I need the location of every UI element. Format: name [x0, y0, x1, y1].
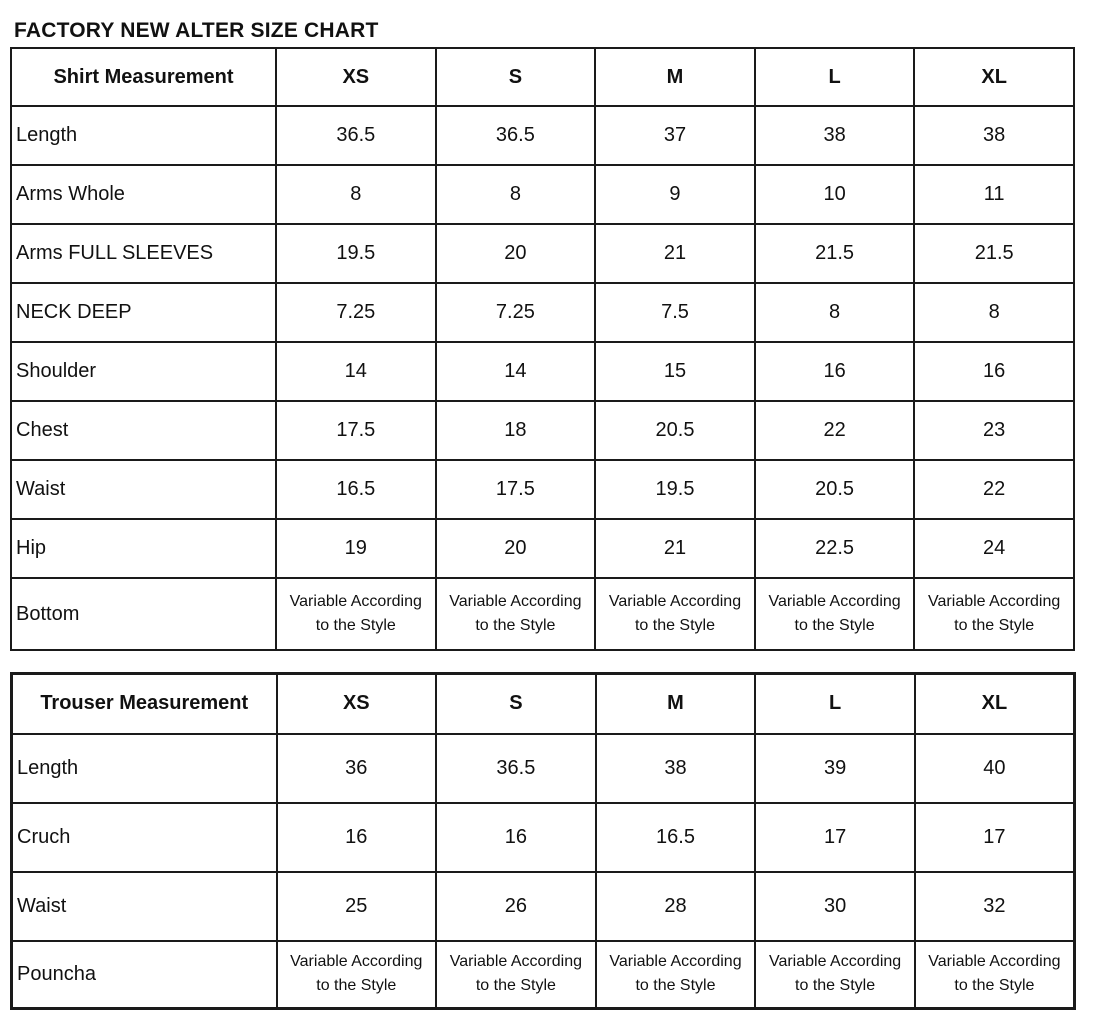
- table-cell: 7.25: [276, 283, 436, 342]
- table-cell: 14: [276, 342, 436, 401]
- table-cell: 19.5: [276, 224, 436, 283]
- cell-text-line: Variable According: [289, 593, 422, 610]
- table-row: [11, 224, 1074, 283]
- table-cell: 14: [436, 342, 596, 401]
- table-row: [11, 401, 1074, 460]
- row-label: Arms Whole: [11, 165, 276, 224]
- table-cell: 9: [595, 165, 755, 224]
- cell-text-line: Variable According: [290, 953, 423, 971]
- table-cell: 17: [755, 803, 915, 872]
- cell-text-line: to the Style: [475, 977, 556, 995]
- table-cell: 17.5: [276, 401, 436, 460]
- cell-text-line: to the Style: [635, 977, 716, 995]
- trouser-size-header: XL: [915, 674, 1075, 734]
- cell-text-line: Variable According: [449, 593, 582, 610]
- table-cell: [276, 578, 436, 650]
- table-cell: 23: [914, 401, 1074, 460]
- table-cell: [436, 941, 596, 1009]
- table-cell: 21.5: [755, 224, 915, 283]
- cell-text-line: to the Style: [315, 617, 396, 634]
- row-label: NECK DEEP: [11, 283, 276, 342]
- table-cell: 7.5: [595, 283, 755, 342]
- table-cell: 32: [915, 872, 1075, 941]
- row-label: Length: [12, 734, 277, 803]
- table-cell: 16: [914, 342, 1074, 401]
- cell-text-line: to the Style: [795, 977, 876, 995]
- table-cell: 36.5: [436, 106, 596, 165]
- cell-text-line: Variable According: [449, 953, 582, 971]
- cell-text-line: Variable According: [768, 593, 901, 610]
- cell-text-line: Variable According: [928, 593, 1061, 610]
- table-cell: 19: [276, 519, 436, 578]
- cell-text-line: to the Style: [794, 617, 875, 634]
- table-cell: 21: [595, 224, 755, 283]
- trouser-header-label: Trouser Measurement: [12, 674, 277, 734]
- table-cell: 37: [595, 106, 755, 165]
- row-label: Waist: [11, 460, 276, 519]
- table-cell: 18: [436, 401, 596, 460]
- table-cell: 8: [755, 283, 915, 342]
- row-label: Bottom: [11, 578, 276, 650]
- cell-text-line: Variable According: [608, 593, 742, 610]
- table-row: [11, 342, 1074, 401]
- cell-text-line: to the Style: [634, 617, 715, 634]
- table-row: [11, 519, 1074, 578]
- shirt-size-table: [10, 47, 1075, 651]
- table-cell: 40: [915, 734, 1075, 803]
- table-cell: [596, 941, 756, 1009]
- table-cell: 20: [436, 519, 596, 578]
- table-cell: 20.5: [595, 401, 755, 460]
- table-cell: 16: [436, 803, 596, 872]
- table-cell: 36: [277, 734, 437, 803]
- shirt-size-header: M: [595, 48, 755, 106]
- table-cell: 21.5: [914, 224, 1074, 283]
- table-cell: [277, 941, 437, 1009]
- trouser-size-table: [10, 672, 1076, 1010]
- table-cell: 28: [596, 872, 756, 941]
- row-label: Chest: [11, 401, 276, 460]
- table-row: [12, 941, 1075, 1009]
- row-label: Length: [11, 106, 276, 165]
- table-cell: 16.5: [276, 460, 436, 519]
- cell-text-line: Variable According: [928, 953, 1061, 971]
- table-cell: 20.5: [755, 460, 915, 519]
- cell-text-line: to the Style: [316, 977, 397, 995]
- table-cell: 36.5: [276, 106, 436, 165]
- table-cell: [755, 578, 915, 650]
- cell-text-line: to the Style: [954, 977, 1035, 995]
- table-cell: 22.5: [755, 519, 915, 578]
- trouser-size-header: XS: [277, 674, 437, 734]
- row-label: Pouncha: [12, 941, 277, 1009]
- cell-text-line: to the Style: [954, 617, 1035, 634]
- table-row: [11, 460, 1074, 519]
- table-cell: 20: [436, 224, 596, 283]
- table-cell: 36.5: [436, 734, 596, 803]
- table-cell: 10: [755, 165, 915, 224]
- trouser-size-header: S: [436, 674, 596, 734]
- table-cell: 22: [914, 460, 1074, 519]
- table-row: [11, 578, 1074, 650]
- table-cell: [914, 578, 1074, 650]
- table-cell: 15: [595, 342, 755, 401]
- table-cell: 17: [915, 803, 1075, 872]
- cell-text-line: to the Style: [475, 617, 556, 634]
- cell-text-line: Variable According: [768, 953, 902, 971]
- shirt-header-row: [11, 48, 1074, 106]
- table-cell: 16: [755, 342, 915, 401]
- row-label: Cruch: [12, 803, 277, 872]
- table-cell: 8: [914, 283, 1074, 342]
- table-cell: 39: [755, 734, 915, 803]
- cell-text-line: Variable According: [609, 953, 742, 971]
- table-cell: 38: [755, 106, 915, 165]
- table-cell: 38: [596, 734, 756, 803]
- table-cell: [595, 578, 755, 650]
- table-cell: [436, 578, 596, 650]
- table-cell: [755, 941, 915, 1009]
- table-cell: 11: [914, 165, 1074, 224]
- table-row: [11, 283, 1074, 342]
- table-cell: 8: [436, 165, 596, 224]
- page-title: FACTORY NEW ALTER SIZE CHART: [14, 19, 379, 42]
- table-cell: [915, 941, 1075, 1009]
- table-row: [12, 803, 1075, 872]
- row-label: Arms FULL SLEEVES: [11, 224, 276, 283]
- table-row: [11, 165, 1074, 224]
- row-label: Waist: [12, 872, 277, 941]
- row-label: Shoulder: [11, 342, 276, 401]
- shirt-size-header: XL: [914, 48, 1074, 106]
- trouser-table-body: [12, 674, 1075, 1009]
- table-cell: 24: [914, 519, 1074, 578]
- table-row: [11, 106, 1074, 165]
- table-cell: 16.5: [596, 803, 756, 872]
- table-row: [12, 872, 1075, 941]
- table-cell: 26: [436, 872, 596, 941]
- shirt-size-header: XS: [276, 48, 436, 106]
- table-cell: 25: [277, 872, 437, 941]
- table-cell: 21: [595, 519, 755, 578]
- shirt-header-label: Shirt Measurement: [11, 48, 276, 106]
- table-cell: 22: [755, 401, 915, 460]
- table-cell: 8: [276, 165, 436, 224]
- table-row: [12, 734, 1075, 803]
- trouser-size-header: L: [755, 674, 915, 734]
- trouser-size-header: M: [596, 674, 756, 734]
- table-cell: 16: [277, 803, 437, 872]
- shirt-table-body: [11, 48, 1074, 650]
- table-cell: 7.25: [436, 283, 596, 342]
- table-cell: 19.5: [595, 460, 755, 519]
- table-cell: 38: [914, 106, 1074, 165]
- shirt-size-header: S: [436, 48, 596, 106]
- trouser-header-row: [12, 674, 1075, 734]
- row-label: Hip: [11, 519, 276, 578]
- table-cell: 30: [755, 872, 915, 941]
- shirt-size-header: L: [755, 48, 915, 106]
- table-cell: 17.5: [436, 460, 596, 519]
